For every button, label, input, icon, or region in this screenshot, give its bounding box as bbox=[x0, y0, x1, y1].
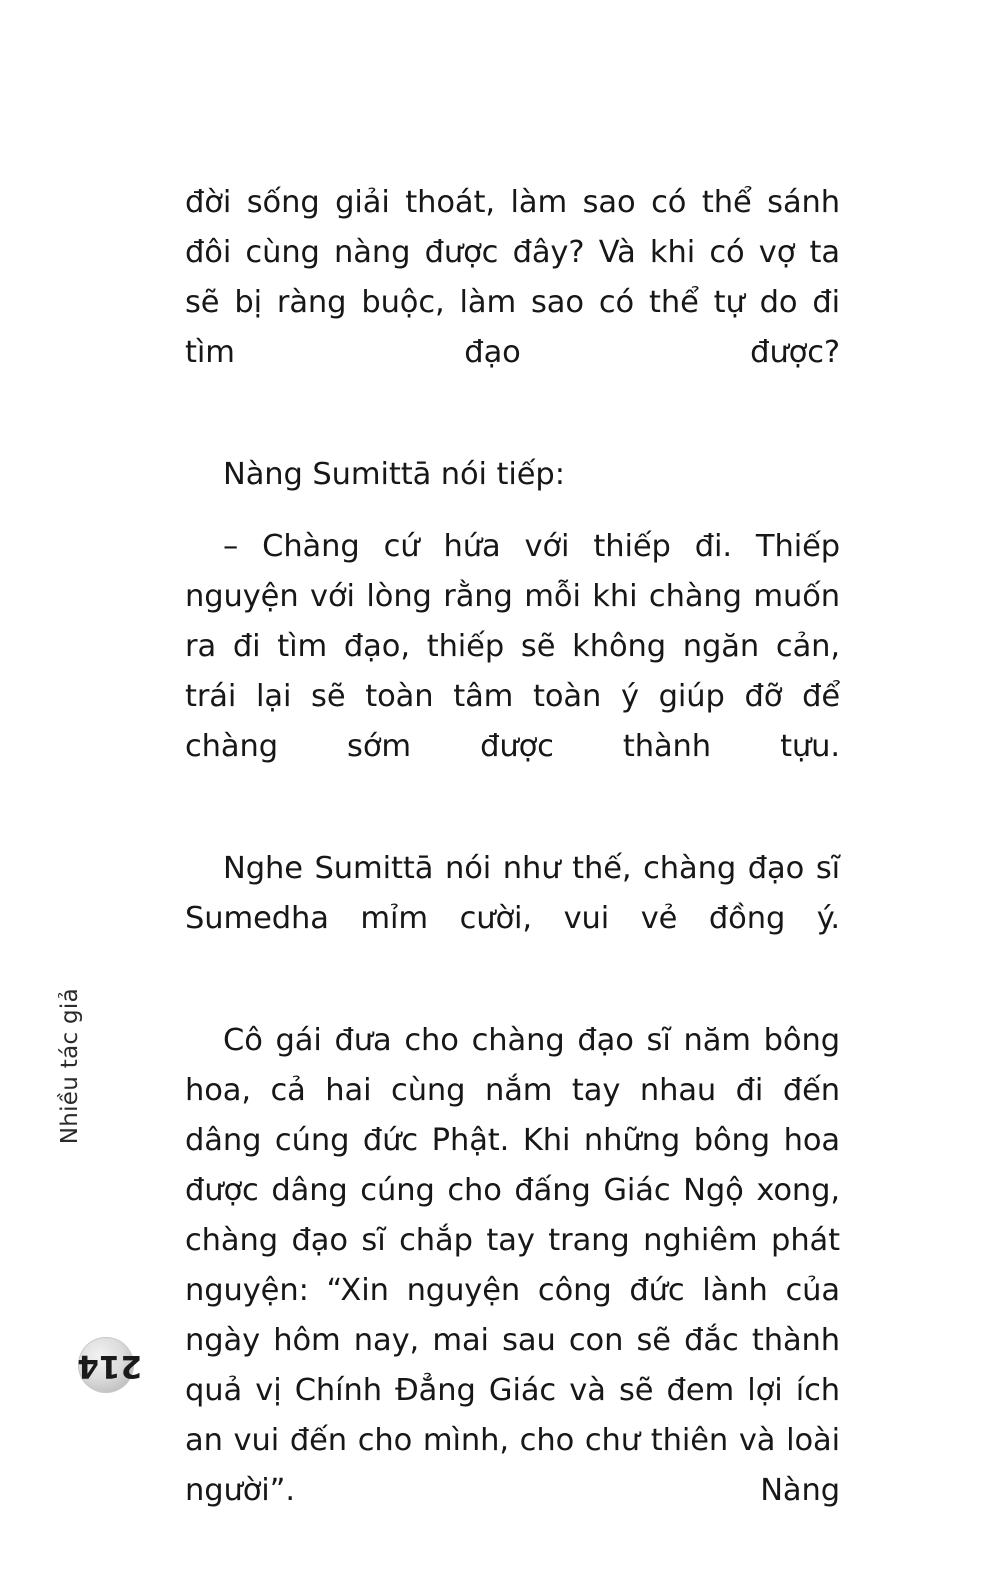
paragraph-dialogue: – Chàng cứ hứa với thiếp đi. Thiếp nguyện với lòng rằng mỗi khi chàng muốn ra đi tìm đạo, thiếp sẽ không ngăn cản, trái lại sẽ toàn tâm toàn ý giúp đỡ để chàng sớm được thành tựu. bbox=[185, 529, 840, 764]
paragraph-continuation: đời sống giải thoát, làm sao có thể sánh đôi cùng nàng được đây? Và khi có vợ ta sẽ bị ràng buộc, làm sao có thể tự do đi tìm đạo được? bbox=[185, 185, 840, 370]
body-text-column bbox=[185, 178, 840, 1574]
folio bbox=[78, 1337, 144, 1403]
paragraph-narrative-2: Cô gái đưa cho chàng đạo sĩ năm bông hoa, cả hai cùng nắm tay nhau đi đến dâng cúng đức Phật. Khi những bông hoa được dâng cúng cho đấng Giác Ngộ xong, chàng đạo sĩ chắp tay trang nghiêm phát nguyện: “Xin nguyện công đức lành của ngày hôm nay, mai sau con sẽ đắc thành quả vị Chính Đẳng Giác và sẽ đem lợi ích an vui đến cho mình, cho chư thiên và loài người”. Nàng bbox=[185, 1023, 840, 1508]
page-number: 214 bbox=[77, 1348, 142, 1384]
page-side-matter bbox=[0, 0, 185, 1512]
paragraph-narrative-1: Nghe Sumittā nói như thế, chàng đạo sĩ Sumedha mỉm cười, vui vẻ đồng ý. bbox=[185, 851, 840, 936]
running-author-text: Nhiều tác giả bbox=[57, 988, 83, 1145]
paragraph-dialogue-intro: Nàng Sumittā nói tiếp: bbox=[223, 457, 565, 492]
